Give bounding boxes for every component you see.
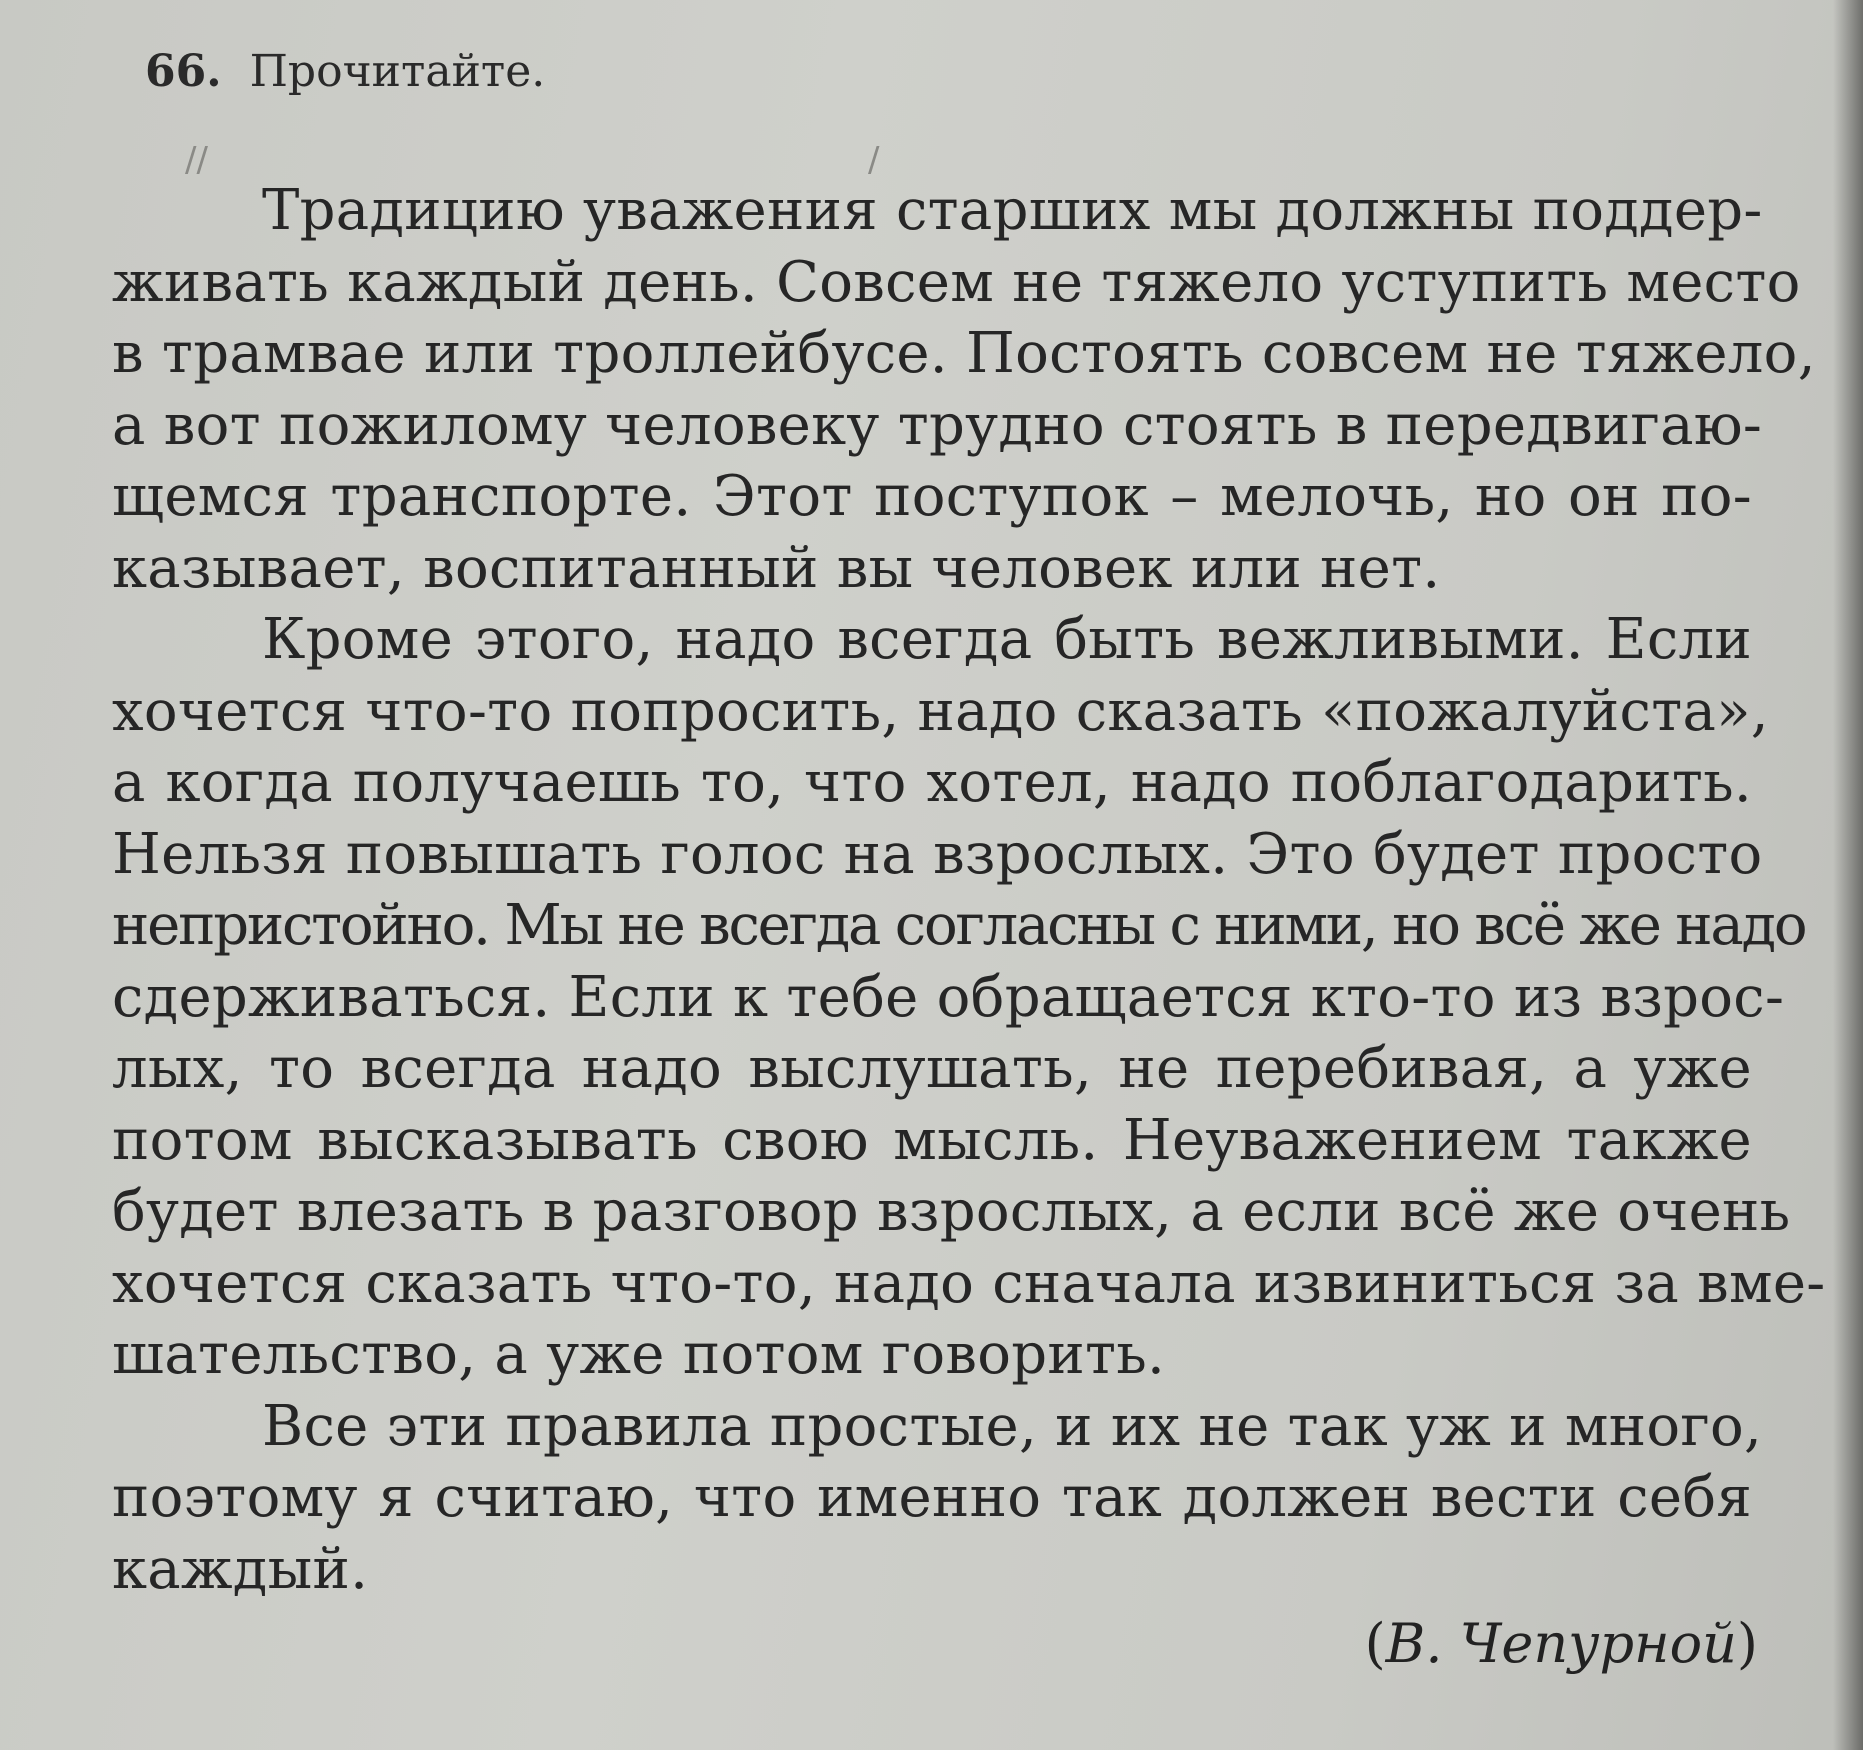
attribution-close-paren: ) — [1736, 1612, 1758, 1675]
attribution-open-paren: ( — [1364, 1612, 1386, 1675]
text-line: потом высказывать свою мысль. Неуважением также — [112, 1107, 1752, 1173]
text-line: казывает, воспитанный вы человек или нет. — [112, 535, 1441, 601]
text-line: Традицию уважения старших мы должны поддер- — [262, 178, 1763, 243]
reading-text — [112, 175, 1826, 1605]
text-line: а когда получаешь то, что хотел, надо поблагодарить. — [112, 750, 1752, 815]
text-line: Кроме этого, надо всегда быть вежливыми. Если — [262, 607, 1752, 672]
text-line: в трамвае или троллейбусе. Постоять совсем не тяжело, — [112, 321, 1816, 386]
text-line: а вот пожилому человеку трудно стоять в передвигаю- — [112, 392, 1763, 458]
text-line: Все эти правила простые, и их не так уж и много, — [262, 1393, 1763, 1459]
text-line: Нельзя повышать голос на взрослых. Это будет просто — [112, 821, 1763, 887]
text-line: каждый. — [112, 1536, 369, 1602]
exercise-instruction: Прочитайте. — [249, 46, 546, 97]
text-line: непристойно. Мы не всегда согласны с ними, но всё же надо — [112, 893, 1806, 958]
text-line: хочется сказать что-то, надо сначала извиниться за вме- — [112, 1250, 1826, 1316]
text-line: шательство, а уже потом говорить. — [112, 1322, 1166, 1387]
pencil-mark-left: // — [185, 140, 208, 180]
text-line: хочется что-то попросить, надо сказать «пожалуйста», — [112, 678, 1769, 744]
text-line: лых, то всегда надо выслушать, не перебивая, а уже — [112, 1036, 1752, 1101]
text-line: будет влезать в разговор взрослых, а если всё же очень — [112, 1179, 1791, 1244]
exercise-number: 66. — [145, 46, 222, 97]
page-edge-shadow — [1833, 0, 1863, 1750]
author-name: В. Чепурной — [1385, 1612, 1737, 1675]
text-line: сдерживаться. Если к тебе обращается кто-то из взрос- — [112, 964, 1785, 1030]
author-attribution — [1365, 1612, 1758, 1675]
exercise-header — [145, 46, 545, 97]
pencil-mark-right: / — [868, 140, 880, 180]
text-line: живать каждый день. Совсем не тяжело уступить место — [112, 249, 1801, 315]
text-line: щемся транспорте. Этот поступок – мелочь, но он по- — [112, 464, 1752, 529]
text-line: поэтому я считаю, что именно так должен вести себя — [112, 1465, 1752, 1530]
